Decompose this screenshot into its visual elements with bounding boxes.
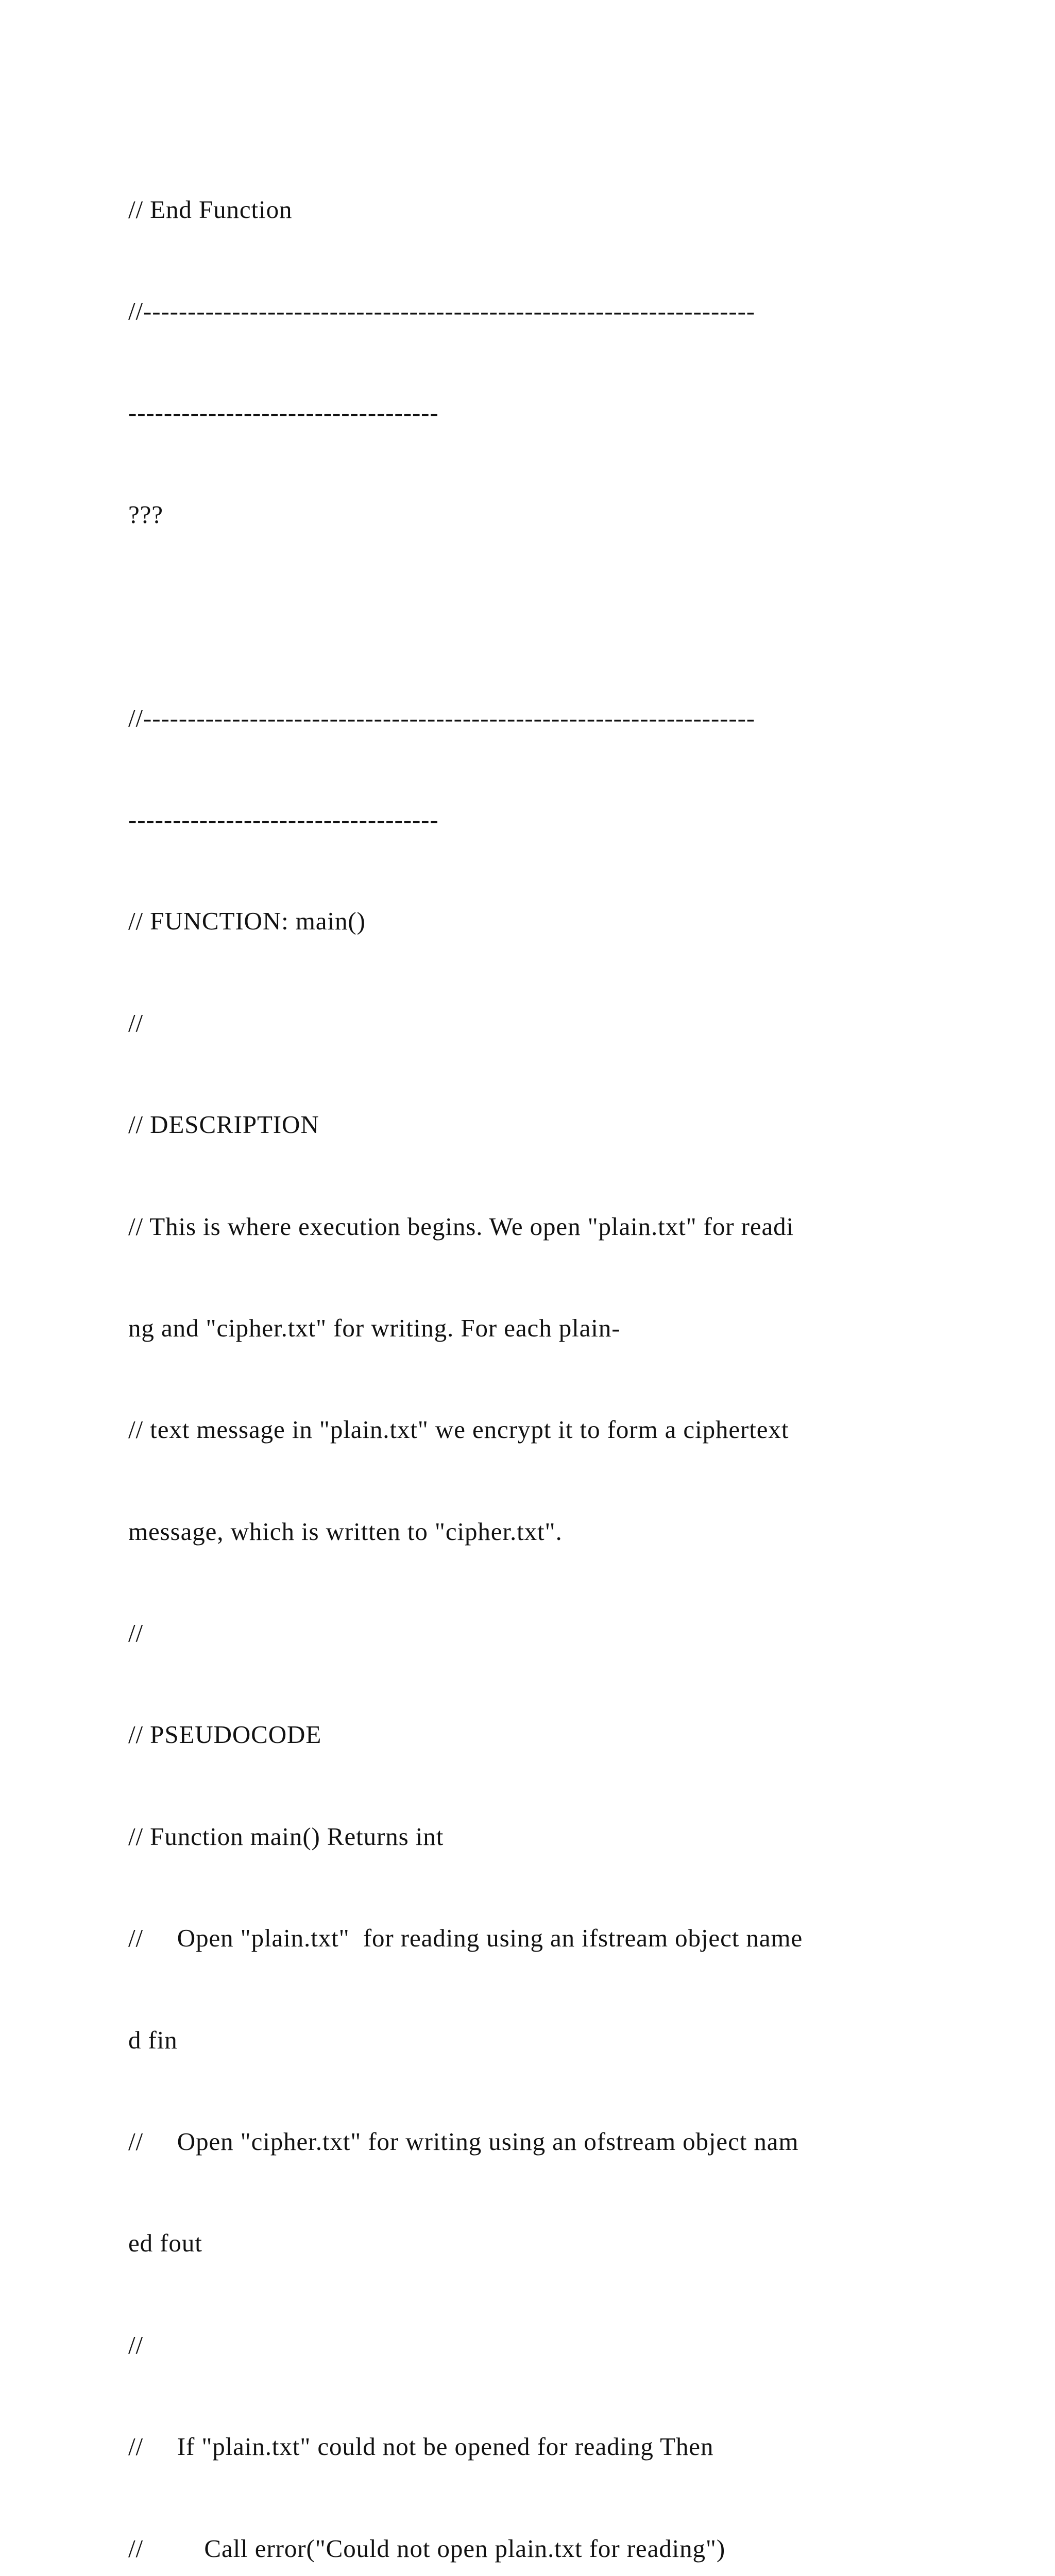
text-line: ng and "cipher.txt" for writing. For each plain- [128, 1313, 621, 1342]
text-line: // End Function [128, 195, 293, 224]
separator-line-continued: ----------------------------------- [128, 805, 439, 834]
text-line: // text message in "plain.txt" we encrypt it to form a ciphertext [128, 1415, 789, 1444]
text-line: // [128, 2330, 144, 2359]
text-line: // This is where execution begins. We open "plain.txt" for readi [128, 1212, 794, 1241]
text-line: // Function main() Returns int [128, 1822, 444, 1851]
text-line: message, which is written to "cipher.txt". [128, 1517, 563, 1546]
code-comment-block [128, 125, 932, 2576]
text-line: // If "plain.txt" could not be opened for reading Then [128, 2432, 714, 2461]
separator-line: //--------------------------------------------------------------------- [128, 296, 756, 325]
section-heading: // PSEUDOCODE [128, 1720, 322, 1749]
text-line: // Call error("Could not open plain.txt for reading") [128, 2534, 726, 2563]
section-heading: // DESCRIPTION [128, 1110, 319, 1139]
separator-line-continued: ----------------------------------- [128, 398, 439, 427]
text-line: // [128, 1008, 144, 1037]
blank-line [128, 599, 932, 633]
function-heading: // FUNCTION: main() [128, 907, 366, 936]
separator-line: //--------------------------------------------------------------------- [128, 703, 756, 732]
text-line: ed fout [128, 2229, 202, 2258]
text-line: d fin [128, 2025, 178, 2054]
text-line: ??? [128, 500, 163, 529]
text-line: // [128, 1619, 144, 1648]
text-line: // Open "cipher.txt" for writing using an ofstream object nam [128, 2127, 799, 2156]
text-line: // Open "plain.txt" for reading using an ifstream object name [128, 1924, 803, 1953]
